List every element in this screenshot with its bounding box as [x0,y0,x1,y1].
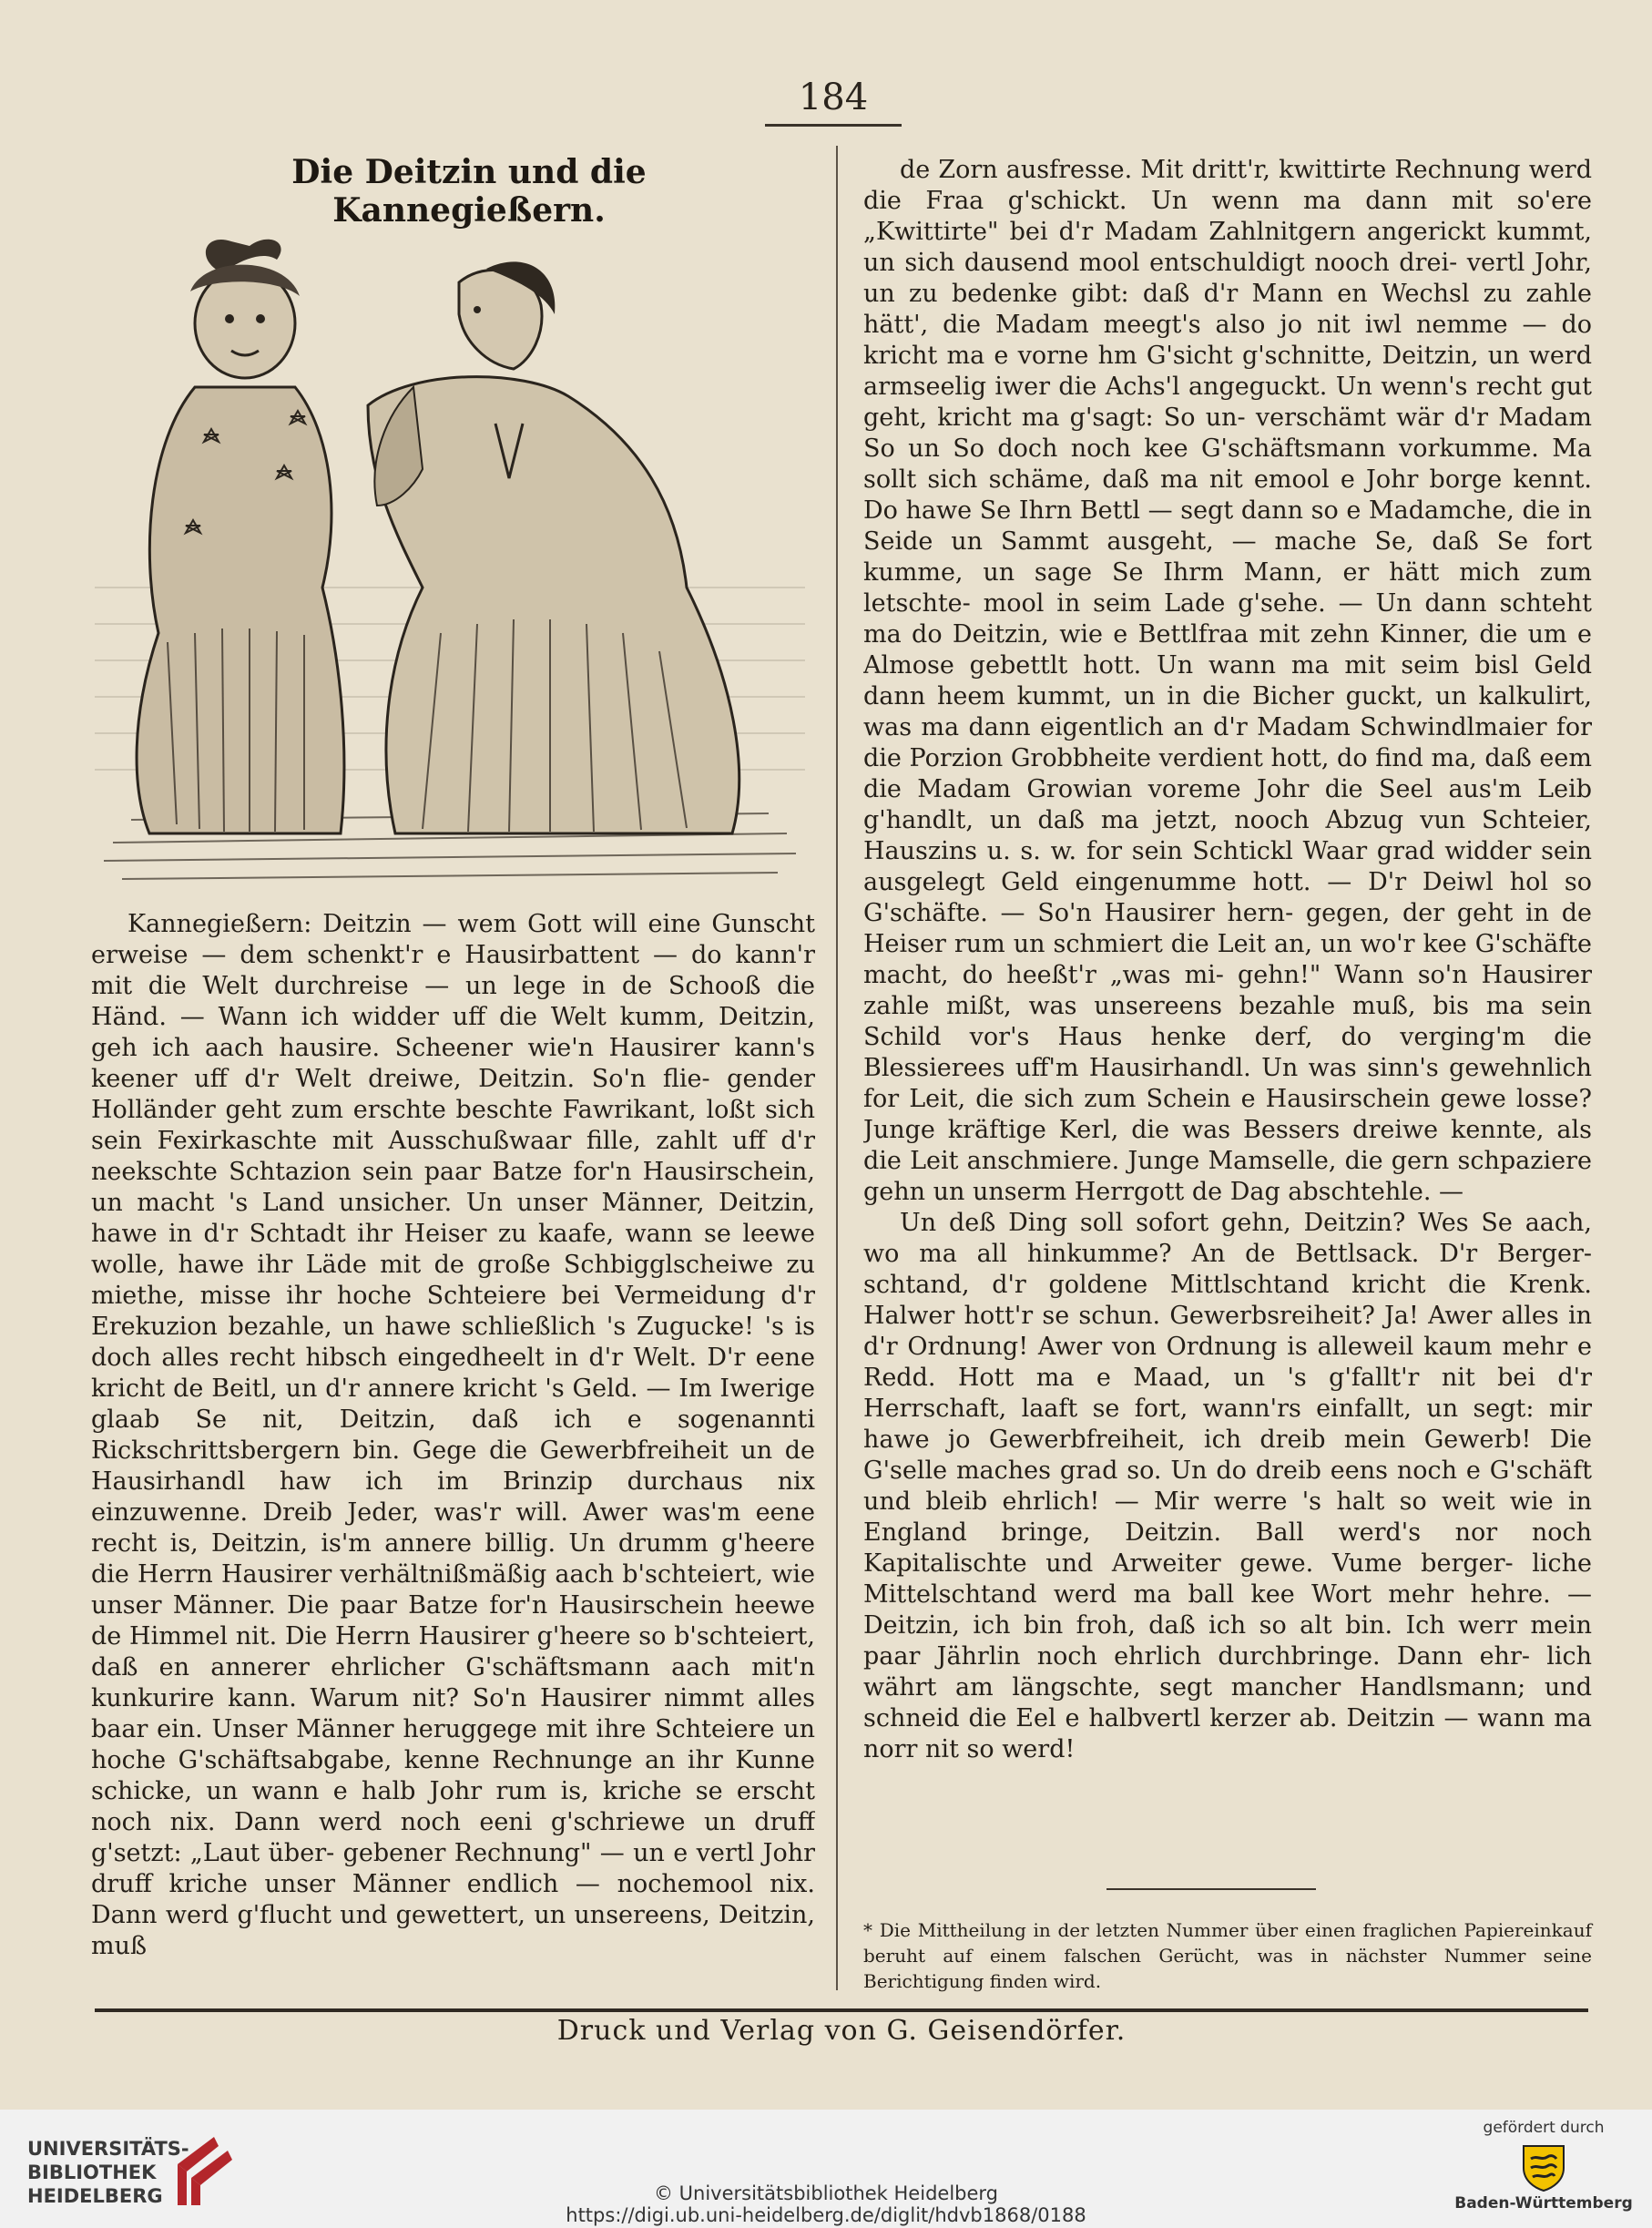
library-name-line: BIBLIOTHEK [27,2162,157,2183]
library-name-line: HEIDELBERG [27,2185,163,2207]
woodcut-illustration [95,205,805,897]
left-figure [137,240,344,833]
column-separator [836,146,838,1990]
right-paragraph: Un deß Ding soll sofort gehn, Deitzin? Wes Se aach, wo ma all hinkumme? An de Bettlsack. D'r Berger- schtand, d'r goldene Mittlschtand kricht die Krenk. Halwer hott'r se schun. Gewerbsreiheit? Ja! Awer alles in d'r Ordnung! Awer von Ordnung is alleweil kaum mehr e Redd. Hott ma e Maad, un 's g'fallt'r nit bei d'r Herrschaft, laaft se fort, wann'rs einfallt, un segt: mir hawe jo Gewerbfreiheit, ich dreib mein Gewerb! Die G'selle maches grad so. Un do dreib eens noch e G'schäft und bleib ehrlich! — Mir werre 's halt so weit wie in England bringe, Deitzin. Ball werd's nor noch Kapitalischte und Arweiter gewe. Vume berger- liche Mittelschtand werd ma ball kee Wort mehr hehre. — Deitzin, ich bin froh, daß ich so alt bin. Ich werr mein paar Jährlin noch ehrlich durchbringe. Dann ehr- lich währt am längschte, segt mancher Handlsmann; und schneid die Eel e halbvertl kerzer ab. Deitzin — wann ma norr nit so werd! [863,1209,1592,1763]
funder-logo[interactable] [1448,2119,1639,2223]
page-number-rule [765,124,902,127]
left-paragraph: Kannegießern: Deitzin — wem Gott will eine Gunscht erweise — dem schenkt'r e Hausirbattent — do kann'r mit die Welt durchreise — un lege in de Schooß die Händ. — Wann ich widder uff die Welt kumm, Deitzin, geh ich aach hausire. Scheener wie'n Hausirer kann's keener uff d'r Welt dreiwe, Deitzin. So'n flie- gender Holländer geht zum erschte beschte Fawrikant, loßt sich sein Fexirkaschte mit Ausschußwaar fille, zahlt uff d'r neekschte Schtazion sein paar Batze for'n Hausirschein, un macht 's Land unsicher. Un unser Männer, Deitzin, hawe in d'r Schtadt ihr Heiser zu kaafe, wann se leewe wolle, hawe ihr Läde mit de große Schbigglscheiwe zu miethe, misse ihr hoche Schteiere bei Vermeidung d'r Erekuzion bezahle, un hawe schließlich 's Zugucke! 's is doch alles recht hibsch eingedheelt in d'r Welt. D'r eene kricht de Beitl, un d'r annere kricht 's Geld. — Im Iwerige glaab Se nit, Deitzin, daß ich e sogenannti Rickschrittsbergern bin. Gege die Gewerbfreiheit un de Hausirhandl haw ich im Brinzip durchaus nix einzuwenne. Dreib Jeder, was'r will. Awer was'm eene recht is, Deitzin, is'm annere billig. Un drumm g'heere die Herrn Hausirer verhältnißmäßig aach b'schteiert, wie unser Männer. Die paar Batze for'n Hausirschein heewe de Himmel nit. Die Herrn Hausirer g'heere so b'schteiert, daß en annerer ehrlicher G'schäftsmann aach mit'n kunkurire kann. Warum nit? So'n Hausirer nimmt alles baar ein. Unser Männer heruggege mit ihre Schteiere un hoche G'schäftsabgabe, kenne Rechnunge an ihr Kunne schicke, un wann e halb Johr rum is, kriche se erscht noch nix. Dann werd noch eeni g'schriewe un druff g'setzt: „Laut über- gebener Rechnung" — un e vertl Johr druff kriche unser Männer endlich — nochemool nix. Dann werd g'flucht und gewettert, un unsereens, Deitzin, muß [91,910,815,1960]
right-figure [368,261,739,833]
library-name-line: UNIVERSITÄTS- [27,2138,189,2160]
page-number: 184 [798,77,869,118]
funder-name: Baden-Württemberg [1454,2194,1633,2213]
footnote-rule [1106,1888,1316,1890]
right-paragraph: de Zorn ausfresse. Mit dritt'r, kwittirte Rechnung werd die Fraa g'schickt. Un wenn ma dann mit so'ere „Kwittirte" bei d'r Madam Zahlnitgern angerickt kummt, un sich dausend mool entschuldigt nooch drei- vertl Johr, un zu bedenke gibt: daß d'r Mann en Wechsl zu zahle hätt', die Madam meegt's also jo nit iwl nemme — do kricht ma e vorne hm G'sicht g'schnitte, Deitzin, un werd armseelig iwer die Achs'l angeguckt. Un wenn's recht gut geht, kricht ma g'sagt: So un- verschämt wär d'r Madam So un So doch noch kee G'schäftsmann vorkumme. Ma sollt sich schäme, daß ma nit emool e Johr borge kennt. Do hawe Se Ihrn Bettl — segt dann so e Madamche, die in Seide un Sammt ausgeht, — mache Se, daß Se fort kumme, un sage Se Ihrm Mann, er hätt mich zum letschte- mool in seim Lade g'sehe. — Un dann schteht ma do Deitzin, wie e Bettlfraa mit zehn Kinner, die um e Almose gebettlt hott. Un wann ma mit seim bisl Geld dann heem kummt, un in die Bicher guckt, un kalkulirt, was ma dann eigentlich an d'r Madam Schwindlmaier for die Porzion Grobbheite verdient hott, do find ma, daß eem die Madam Growian voreme Johr die Seel aus'm Leib g'handlt, un daß ma jetzt, nooch Abzug vun Schteier, Hauszins u. s. w. for sein Schtickl Waar grad widder sein ausgelegt Geld eingenumme hott. — D'r Deiwl hol so G'schäfte. — So'n Hausirer hern- gegen, der geht in de Heiser rum un schmiert die Leit an, un wo'r kee G'schäfte macht, do heeßt'r „was mi- gehn!" Wann so'n Hausirer zahle mißt, was unsereens bezahle muß, bis ma sein Schild vor's Haus henke derf, do verging'm die Blessierees uff'm Hausirhandl. Un was sinn's gewehnlich for Leit, die sich zum Schein e Hausirschein gewe losse? Junge kräftige Kerl, die was Bessers dreiwe kennte, als die Leit anschmiere. Junge Mamselle, die gern schpaziere gehn un unserm Herrgott de Dag abschtehle. — [863,156,1592,1206]
article-title: Die Deitzin und die Kannegießern. [291,153,647,230]
left-column [91,909,815,1984]
imprint: Druck und Verlag von G. Geisendörfer. [556,2015,1127,2047]
viewer-footer [0,2110,1652,2228]
right-column [863,155,1592,1867]
copyright-notice: © Universitätsbibliothek Heidelberg [653,2182,998,2204]
coat-of-arms-icon [1516,2142,1571,2192]
permalink[interactable]: https://digi.ub.uni-heidelberg.de/diglit/hdvb1868/0188 [566,2204,1086,2226]
bottom-rule [95,2008,1588,2012]
footnote: * Die Mittheilung in der letzten Nummer über einen fraglichen Papiereinkauf beruht auf einem falschen Gerücht, was in nächster Nummer seine Berichtigung finden wird. [863,1919,1592,1992]
funder-label: gefördert durch [1483,2119,1605,2137]
